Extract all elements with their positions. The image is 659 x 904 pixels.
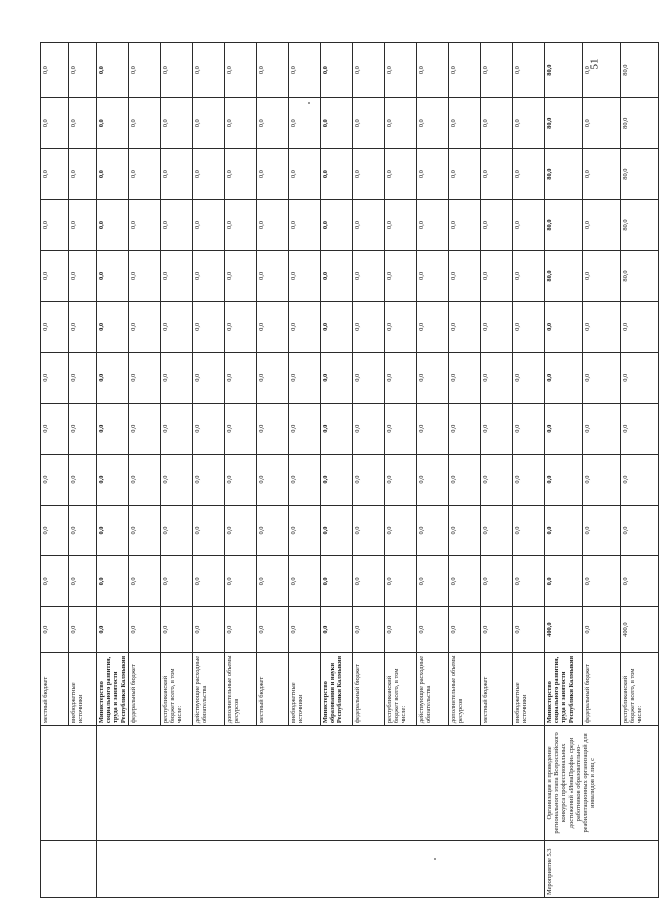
value-cell: 0,0 (97, 200, 129, 251)
value-cell: 0,0 (257, 607, 289, 653)
value-cell: 0,0 (97, 149, 129, 200)
value-cell: 0,0 (257, 251, 289, 302)
value-cell: 0,0 (481, 556, 513, 607)
value-cell: 0,0 (385, 505, 417, 556)
value-cell: 0,0 (193, 607, 225, 653)
value-cell: 0,0 (161, 43, 193, 98)
value-cell: 0,0 (513, 505, 545, 556)
value-cell: 0,0 (225, 505, 257, 556)
measure-code-cell (41, 840, 97, 897)
measure-code-cell: Мероприятие 5.3 (545, 840, 659, 897)
value-cell: 0,0 (257, 43, 289, 98)
value-cell: 0,0 (449, 98, 481, 149)
value-cell: 0,0 (321, 607, 353, 653)
budget-table (40, 42, 659, 898)
value-cell: 0,0 (385, 98, 417, 149)
value-cell: 0,0 (289, 607, 321, 653)
value-cell: 0,0 (129, 505, 161, 556)
value-cell: 0,0 (321, 98, 353, 149)
value-cell: 0,0 (449, 607, 481, 653)
value-cell: 0,0 (621, 505, 659, 556)
value-cell: 0,0 (385, 556, 417, 607)
funding-source-cell: Министерство образования и науки Республики Калмыкия (321, 652, 353, 725)
value-cell: 0,0 (481, 149, 513, 200)
value-cell: 0,0 (69, 149, 97, 200)
value-cell: 0,0 (41, 149, 69, 200)
value-cell: 0,0 (257, 505, 289, 556)
value-cell: 0,0 (289, 200, 321, 251)
value-cell: 0,0 (481, 505, 513, 556)
value-cell: 0,0 (417, 149, 449, 200)
value-cell: 0,0 (69, 607, 97, 653)
value-cell: 0,0 (449, 505, 481, 556)
value-cell: 0,0 (583, 149, 621, 200)
value-cell: 0,0 (129, 251, 161, 302)
value-cell: 0,0 (353, 454, 385, 505)
value-cell: 0,0 (513, 352, 545, 403)
value-cell: 0,0 (69, 556, 97, 607)
funding-source-cell: федеральный бюджет (583, 652, 621, 725)
value-cell: 0,0 (353, 43, 385, 98)
value-cell: 0,0 (449, 200, 481, 251)
value-cell: 0,0 (545, 556, 583, 607)
value-cell: 0,0 (321, 505, 353, 556)
funding-source-cell: местный бюджет (41, 652, 69, 725)
value-cell: 0,0 (69, 43, 97, 98)
value-cell: 0,0 (513, 556, 545, 607)
value-cell: 0,0 (41, 43, 69, 98)
value-cell: 0,0 (193, 556, 225, 607)
value-cell: 80,0 (545, 43, 583, 98)
value-cell: 0,0 (289, 403, 321, 454)
value-cell: 0,0 (97, 607, 129, 653)
value-cell: 0,0 (385, 149, 417, 200)
value-cell: 0,0 (417, 607, 449, 653)
value-cell: 0,0 (417, 200, 449, 251)
funding-source-cell: местный бюджет (257, 652, 289, 725)
value-cell: 0,0 (353, 607, 385, 653)
value-cell: 0,0 (289, 98, 321, 149)
value-cell: 0,0 (583, 556, 621, 607)
value-cell: 0,0 (161, 607, 193, 653)
value-cell: 0,0 (257, 403, 289, 454)
value-cell: 0,0 (69, 403, 97, 454)
value-cell: 0,0 (321, 556, 353, 607)
funding-source-cell: дополнительные объемы ресурсов (225, 652, 257, 725)
measure-code-cell (97, 840, 545, 897)
value-cell: 0,0 (583, 251, 621, 302)
value-cell: 0,0 (193, 149, 225, 200)
value-cell: 0,0 (97, 505, 129, 556)
value-cell: 0,0 (129, 454, 161, 505)
value-cell: 0,0 (353, 200, 385, 251)
value-cell: 0,0 (225, 98, 257, 149)
value-cell: 0,0 (257, 200, 289, 251)
funding-source-cell: республиканский бюджет всего, в том числе: (621, 652, 659, 725)
value-cell: 0,0 (513, 454, 545, 505)
value-cell: 0,0 (481, 200, 513, 251)
value-cell: 0,0 (97, 556, 129, 607)
value-cell: 80,0 (621, 43, 659, 98)
value-cell: 0,0 (417, 505, 449, 556)
value-cell: 0,0 (257, 352, 289, 403)
table-row (41, 43, 69, 898)
value-cell: 0,0 (583, 403, 621, 454)
value-cell: 0,0 (41, 251, 69, 302)
value-cell: 0,0 (161, 301, 193, 352)
value-cell: 0,0 (321, 352, 353, 403)
value-cell: 0,0 (289, 352, 321, 403)
value-cell: 0,0 (193, 251, 225, 302)
value-cell: 0,0 (545, 301, 583, 352)
value-cell: 0,0 (69, 301, 97, 352)
funding-source-cell: дополнительные объемы ресурсов (449, 652, 481, 725)
value-cell: 0,0 (193, 505, 225, 556)
value-cell: 0,0 (97, 43, 129, 98)
value-cell: 0,0 (583, 505, 621, 556)
funding-source-cell: местный бюджет (481, 652, 513, 725)
value-cell: 0,0 (481, 251, 513, 302)
funding-source-cell: внебюджетные источники (513, 652, 545, 725)
value-cell: 0,0 (289, 454, 321, 505)
value-cell: 0,0 (481, 454, 513, 505)
value-cell: 0,0 (449, 403, 481, 454)
value-cell: 0,0 (321, 200, 353, 251)
value-cell: 0,0 (97, 403, 129, 454)
value-cell: 0,0 (41, 200, 69, 251)
value-cell: 0,0 (257, 556, 289, 607)
value-cell: 0,0 (193, 454, 225, 505)
value-cell: 0,0 (417, 403, 449, 454)
value-cell: 80,0 (621, 200, 659, 251)
value-cell: 0,0 (583, 98, 621, 149)
value-cell: 0,0 (481, 403, 513, 454)
funding-source-cell: внебюджетные источники (289, 652, 321, 725)
value-cell: 0,0 (481, 301, 513, 352)
value-cell: 0,0 (513, 403, 545, 454)
value-cell: 80,0 (621, 251, 659, 302)
value-cell: 0,0 (321, 149, 353, 200)
value-cell: 0,0 (161, 505, 193, 556)
value-cell: 0,0 (417, 251, 449, 302)
funding-source-cell: республиканский бюджет всего, в том числе: (161, 652, 193, 725)
value-cell: 0,0 (257, 454, 289, 505)
value-cell: 0,0 (129, 352, 161, 403)
value-cell: 0,0 (129, 98, 161, 149)
funding-source-cell: Министерство социального развития, труда и занятости Республики Калмыкия (545, 652, 583, 725)
value-cell: 0,0 (289, 505, 321, 556)
value-cell: 0,0 (353, 352, 385, 403)
value-cell: 0,0 (583, 301, 621, 352)
value-cell: 0,0 (621, 403, 659, 454)
value-cell: 0,0 (385, 403, 417, 454)
value-cell: 0,0 (583, 352, 621, 403)
scan-speck (308, 102, 310, 104)
value-cell: 0,0 (41, 301, 69, 352)
value-cell: 0,0 (69, 251, 97, 302)
value-cell: 0,0 (353, 556, 385, 607)
value-cell: 0,0 (621, 454, 659, 505)
measure-name-cell (41, 726, 97, 841)
value-cell: 0,0 (97, 301, 129, 352)
funding-source-cell: федеральный бюджет (129, 652, 161, 725)
value-cell: 0,0 (129, 556, 161, 607)
value-cell: 0,0 (193, 98, 225, 149)
value-cell: 0,0 (513, 301, 545, 352)
value-cell: 0,0 (449, 352, 481, 403)
value-cell: 0,0 (41, 505, 69, 556)
value-cell: 80,0 (545, 98, 583, 149)
value-cell: 0,0 (513, 607, 545, 653)
value-cell: 0,0 (193, 200, 225, 251)
value-cell: 0,0 (321, 251, 353, 302)
value-cell: 0,0 (583, 43, 621, 98)
value-cell: 0,0 (225, 301, 257, 352)
funding-source-cell: внебюджетные источники (69, 652, 97, 725)
value-cell: 0,0 (353, 301, 385, 352)
value-cell: 0,0 (545, 454, 583, 505)
value-cell: 0,0 (41, 556, 69, 607)
value-cell: 0,0 (385, 43, 417, 98)
value-cell: 0,0 (129, 301, 161, 352)
value-cell: 0,0 (449, 251, 481, 302)
value-cell: 0,0 (481, 43, 513, 98)
value-cell: 0,0 (385, 301, 417, 352)
value-cell: 0,0 (513, 200, 545, 251)
value-cell: 0,0 (353, 149, 385, 200)
value-cell: 0,0 (321, 301, 353, 352)
value-cell: 0,0 (41, 352, 69, 403)
value-cell: 400,0 (621, 607, 659, 653)
value-cell: 0,0 (449, 454, 481, 505)
value-cell: 0,0 (225, 200, 257, 251)
value-cell: 0,0 (225, 556, 257, 607)
value-cell: 0,0 (161, 98, 193, 149)
value-cell: 0,0 (129, 200, 161, 251)
value-cell: 0,0 (225, 403, 257, 454)
value-cell: 0,0 (97, 352, 129, 403)
value-cell: 0,0 (583, 607, 621, 653)
value-cell: 0,0 (385, 352, 417, 403)
value-cell: 0,0 (545, 505, 583, 556)
rotated-table-container (40, 42, 644, 898)
value-cell: 80,0 (545, 251, 583, 302)
value-cell: 0,0 (545, 403, 583, 454)
value-cell: 0,0 (385, 454, 417, 505)
value-cell: 0,0 (161, 454, 193, 505)
value-cell: 0,0 (385, 251, 417, 302)
value-cell: 0,0 (385, 607, 417, 653)
value-cell: 0,0 (97, 251, 129, 302)
value-cell: 0,0 (193, 43, 225, 98)
value-cell: 0,0 (481, 352, 513, 403)
value-cell: 0,0 (225, 43, 257, 98)
value-cell: 0,0 (417, 556, 449, 607)
value-cell: 0,0 (129, 43, 161, 98)
value-cell: 0,0 (621, 352, 659, 403)
value-cell: 0,0 (449, 149, 481, 200)
value-cell: 80,0 (621, 98, 659, 149)
value-cell: 0,0 (353, 251, 385, 302)
value-cell: 0,0 (69, 505, 97, 556)
value-cell: 0,0 (161, 200, 193, 251)
table-row (97, 43, 129, 898)
value-cell: 0,0 (225, 352, 257, 403)
funding-source-cell: действующие расходные обязательства (417, 652, 449, 725)
value-cell: 0,0 (225, 607, 257, 653)
value-cell: 0,0 (193, 301, 225, 352)
value-cell: 0,0 (289, 301, 321, 352)
value-cell: 400,0 (545, 607, 583, 653)
value-cell: 0,0 (583, 200, 621, 251)
value-cell: 0,0 (225, 149, 257, 200)
value-cell: 0,0 (385, 200, 417, 251)
value-cell: 0,0 (161, 251, 193, 302)
value-cell: 80,0 (545, 200, 583, 251)
value-cell: 0,0 (449, 556, 481, 607)
value-cell: 0,0 (225, 251, 257, 302)
funding-source-cell: федеральный бюджет (353, 652, 385, 725)
page-number: 51 (588, 58, 601, 70)
value-cell: 0,0 (193, 403, 225, 454)
value-cell: 0,0 (69, 200, 97, 251)
value-cell: 0,0 (513, 251, 545, 302)
value-cell: 0,0 (621, 301, 659, 352)
measure-name-cell: Организация и проведение регионального этапа Всероссийского конкурса профессиональных достижений «ИнваПрофи» среди работников образовательно-реабилитационных организаций для инвалидов и лиц с (545, 726, 659, 841)
value-cell: 0,0 (513, 98, 545, 149)
value-cell: 0,0 (353, 98, 385, 149)
value-cell: 0,0 (289, 43, 321, 98)
value-cell: 0,0 (129, 149, 161, 200)
value-cell: 0,0 (97, 454, 129, 505)
value-cell: 0,0 (583, 454, 621, 505)
value-cell: 0,0 (257, 301, 289, 352)
value-cell: 0,0 (129, 403, 161, 454)
value-cell: 80,0 (545, 149, 583, 200)
value-cell: 0,0 (417, 98, 449, 149)
value-cell: 0,0 (353, 403, 385, 454)
value-cell: 0,0 (289, 149, 321, 200)
scan-speck (434, 858, 436, 860)
value-cell: 0,0 (69, 98, 97, 149)
funding-source-cell: республиканский бюджет всего, в том числе: (385, 652, 417, 725)
value-cell: 0,0 (161, 149, 193, 200)
value-cell: 0,0 (621, 556, 659, 607)
value-cell: 0,0 (481, 607, 513, 653)
value-cell: 0,0 (417, 352, 449, 403)
value-cell: 0,0 (257, 149, 289, 200)
value-cell: 0,0 (417, 43, 449, 98)
value-cell: 0,0 (481, 98, 513, 149)
value-cell: 0,0 (257, 98, 289, 149)
value-cell: 0,0 (129, 607, 161, 653)
value-cell: 0,0 (193, 352, 225, 403)
table-row (545, 43, 583, 898)
value-cell: 0,0 (97, 98, 129, 149)
value-cell: 0,0 (321, 43, 353, 98)
value-cell: 0,0 (69, 352, 97, 403)
value-cell: 0,0 (289, 556, 321, 607)
value-cell: 0,0 (41, 403, 69, 454)
value-cell: 0,0 (449, 43, 481, 98)
value-cell: 0,0 (321, 403, 353, 454)
funding-source-cell: действующие расходные обязательства (193, 652, 225, 725)
value-cell: 80,0 (621, 149, 659, 200)
value-cell: 0,0 (41, 98, 69, 149)
value-cell: 0,0 (513, 43, 545, 98)
value-cell: 0,0 (417, 301, 449, 352)
value-cell: 0,0 (161, 403, 193, 454)
value-cell: 0,0 (161, 556, 193, 607)
value-cell: 0,0 (353, 505, 385, 556)
value-cell: 0,0 (161, 352, 193, 403)
value-cell: 0,0 (417, 454, 449, 505)
value-cell: 0,0 (41, 454, 69, 505)
value-cell: 0,0 (449, 301, 481, 352)
value-cell: 0,0 (321, 454, 353, 505)
value-cell: 0,0 (513, 149, 545, 200)
value-cell: 0,0 (545, 352, 583, 403)
value-cell: 0,0 (289, 251, 321, 302)
value-cell: 0,0 (225, 454, 257, 505)
value-cell: 0,0 (41, 607, 69, 653)
measure-name-cell (97, 726, 545, 841)
funding-source-cell: Министерство социального развития, труда и занятости Республики Калмыкия (97, 652, 129, 725)
value-cell: 0,0 (69, 454, 97, 505)
